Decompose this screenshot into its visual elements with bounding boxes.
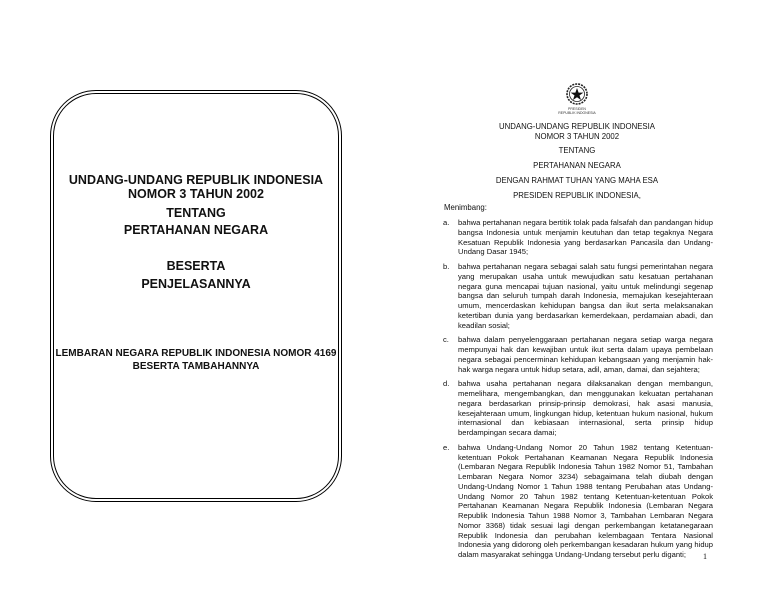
item-letter: e.: [443, 442, 450, 452]
emblem-caption-line2: REPUBLIK INDONESIA: [558, 111, 596, 115]
cover-text: [46, 173, 346, 373]
item-letter: b.: [443, 262, 450, 271]
list-item: [443, 218, 713, 257]
list-item: [443, 443, 713, 560]
heading-presiden: PRESIDEN REPUBLIK INDONESIA,: [513, 191, 641, 200]
heading-line1: UNDANG-UNDANG REPUBLIK INDONESIA: [499, 122, 655, 131]
cover-title-line1: UNDANG-UNDANG REPUBLIK INDONESIA: [68, 173, 324, 187]
item-text: bahwa pertahanan negara sebagai salah satu fungsi pemerintahan negara yang merupakan usaha untuk mewujudkan satu kesatuan pertahanan negara guna mencapai tujuan nasional, yaitu untuk melindungi segenap bangsa dan seluruh tumpah darah Indonesia, memajukan kesejahteraan umum, mencerdaskan kehidupan bangsa dan ikut serta melaksanakan ketertiban dunia yang berdasarkan kemerdekaan, perdamaian abadi, dan keadilan sosial;: [458, 262, 713, 330]
cover-title-line2: NOMOR 3 TAHUN 2002: [128, 187, 264, 201]
law-body: [440, 122, 714, 560]
cover-penjelasan: PENJELASANNYA: [141, 277, 251, 291]
item-text: bahwa dalam penyelenggaraan pertahanan negara setiap warga negara mempunyai hak dan kewajiban untuk ikut serta dalam upaya pembelaan negara sebagai pencerminan kehidupan kebangsaan yang menjamin hak-hak warga negara untuk hidup setara, adil, aman, damai, dan sejahtera;: [458, 335, 713, 374]
list-item: [443, 335, 713, 374]
garuda-emblem-icon: [566, 83, 588, 105]
cover-lembaran-line1: LEMBARAN NEGARA REPUBLIK INDONESIA NOMOR 4169: [55, 348, 337, 359]
item-letter: d.: [443, 379, 450, 389]
cover-lembaran-line2: BESERTA TAMBAHANNYA: [132, 360, 260, 372]
heading-line2: NOMOR 3 TAHUN 2002: [534, 132, 620, 141]
heading-rahmat: DENGAN RAHMAT TUHAN YANG MAHA ESA: [495, 176, 659, 185]
cover-beserta: BESERTA: [166, 259, 226, 273]
item-letter: c.: [443, 335, 449, 345]
emblem-caption: [547, 107, 607, 115]
emblem-caption-line1: PRESIDEN: [568, 107, 586, 111]
list-item: [443, 262, 713, 330]
item-text: bahwa pertahanan negara bertitik tolak pada falsafah dan pandangan hidup bangsa Indonesia untuk menjamin keutuhan dan tetap tegaknya Negara Kesatuan Republik Indonesia yang berdasarkan Pancasila dan Undang-Undang Dasar 1945;: [458, 218, 713, 257]
menimbang-label: Menimbang:: [444, 203, 487, 212]
page-number: 1: [703, 552, 707, 561]
heading-tentang: TENTANG: [558, 146, 596, 155]
item-text: bahwa usaha pertahanan negara dilaksanakan dengan membangun, memelihara, mengembangkan, dan menggunakan kekuatan pertahanan negara berdasarkan prinsip-prinsip demokrasi, hak asasi manusia, kesejahteraan umum, lingkungan hidup, ketentuan hukum nasional, hukum internasional dan kebiasaan internasional, serta prinsip hidup berdampingan secara damai;: [458, 379, 713, 437]
heading-subject: PERTAHANAN NEGARA: [533, 161, 621, 170]
item-text: bahwa Undang-Undang Nomor 20 Tahun 1982 tentang Ketentuan-ketentuan Pokok Pertahanan Keamanan Negara Republik Indonesia (Lembaran Negara Republik Indonesia Tahun 1982 Nomor 51, Tambahan Lembaran Negara Nomor 3234) sebagaimana telah diubah dengan Undang-Undang Nomor 1 Tahun 1988 tentang Perubahan atas Undang-Undang Nomor 20 Tahun 1982 tentang Ketentuan-ketentuan Pokok Pertahanan Keamanan Negara Republik Indonesia (Lembaran Negara Republik Indonesia Tahun 1988 Nomor 3, Tambahan Lembaran Negara Nomor 3368) tidak sesuai lagi dengan perkembangan ketatanegaraan Republik Indonesia dan perubahan kelembagaan Tentara Nasional Indonesia yang didorong oleh perkembangan kesadaran hukum yang hidup dalam masyarakat sehingga Undang-Undang tersebut perlu diganti;: [458, 442, 713, 559]
cover-tentang: TENTANG: [166, 206, 226, 220]
list-item: [443, 379, 713, 438]
item-letter: a.: [443, 218, 450, 227]
cover-subject: PERTAHANAN NEGARA: [123, 223, 269, 237]
